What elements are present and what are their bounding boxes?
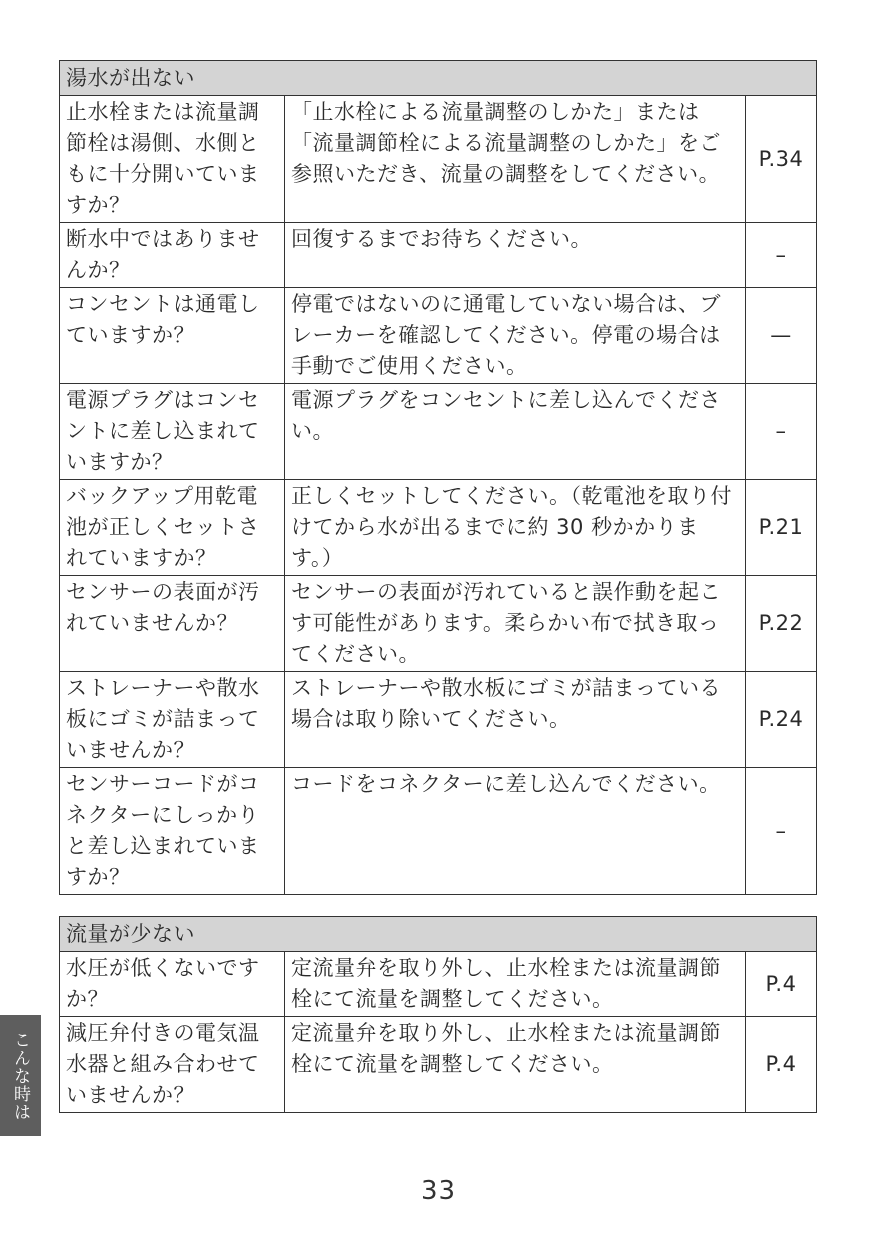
table-row <box>60 223 817 288</box>
cause-cell: 減圧弁付きの電気温水器と組み合わせていませんか？ <box>60 1017 285 1113</box>
remedy-cell: 正しくセットしてください。（乾電池を取り付けてから水が出るまでに約 30 秒かかります。） <box>285 480 746 576</box>
page-reference: – <box>746 223 817 288</box>
table-row <box>60 1017 817 1113</box>
cause-cell: バックアップ用乾電池が正しくセットされていますか？ <box>60 480 285 576</box>
cause-cell: 止水栓または流量調節栓は湯側、水側ともに十分開いていますか？ <box>60 96 285 223</box>
page-reference: – <box>746 384 817 480</box>
section-header-row <box>60 917 817 952</box>
chapter-side-tab: こんな時は <box>0 1015 41 1136</box>
table-row <box>60 576 817 672</box>
cause-cell: コンセントは通電していますか？ <box>60 288 285 384</box>
table-row <box>60 672 817 768</box>
page-reference: P.4 <box>746 1017 817 1113</box>
table-row <box>60 96 817 223</box>
remedy-cell: ストレーナーや散水板にゴミが詰まっている場合は取り除いてください。 <box>285 672 746 768</box>
remedy-cell: 停電ではないのに通電していない場合は、ブレーカーを確認してください。停電の場合は手動でご使用ください。 <box>285 288 746 384</box>
cause-cell: 水圧が低くないですか？ <box>60 952 285 1017</box>
page-reference: – <box>746 768 817 895</box>
table-row <box>60 384 817 480</box>
page-reference: P.24 <box>746 672 817 768</box>
table-row <box>60 480 817 576</box>
table-row <box>60 952 817 1017</box>
cause-cell: 断水中ではありませんか？ <box>60 223 285 288</box>
page-number: 33 <box>420 1176 457 1206</box>
page-reference: P.21 <box>746 480 817 576</box>
remedy-cell: 電源プラグをコンセントに差し込んでください。 <box>285 384 746 480</box>
remedy-cell: 定流量弁を取り外し、止水栓または流量調節栓にて流量を調整してください。 <box>285 952 746 1017</box>
remedy-cell: 定流量弁を取り外し、止水栓または流量調節栓にて流量を調整してください。 <box>285 1017 746 1113</box>
remedy-cell: 「止水栓による流量調整のしかた」または「流量調節栓による流量調整のしかた」をご参照いただき、流量の調整をしてください。 <box>285 96 746 223</box>
remedy-cell: センサーの表面が汚れていると誤作動を起こす可能性があります。柔らかい布で拭き取ってください。 <box>285 576 746 672</box>
page-reference: — <box>746 288 817 384</box>
remedy-cell: コードをコネクターに差し込んでください。 <box>285 768 746 895</box>
table-row <box>60 768 817 895</box>
section-header-row <box>60 61 817 96</box>
table-row <box>60 288 817 384</box>
section-title: 湯水が出ない <box>60 61 817 96</box>
troubleshooting-table-no-water <box>59 60 817 895</box>
section-title: 流量が少ない <box>60 917 817 952</box>
cause-cell: センサーコードがコネクターにしっかりと差し込まれていますか？ <box>60 768 285 895</box>
troubleshooting-table-low-flow <box>59 916 817 1113</box>
cause-cell: センサーの表面が汚れていませんか？ <box>60 576 285 672</box>
page-reference: P.22 <box>746 576 817 672</box>
cause-cell: 電源プラグはコンセントに差し込まれていますか？ <box>60 384 285 480</box>
page-reference: P.34 <box>746 96 817 223</box>
page-reference: P.4 <box>746 952 817 1017</box>
remedy-cell: 回復するまでお待ちください。 <box>285 223 746 288</box>
cause-cell: ストレーナーや散水板にゴミが詰まっていませんか？ <box>60 672 285 768</box>
